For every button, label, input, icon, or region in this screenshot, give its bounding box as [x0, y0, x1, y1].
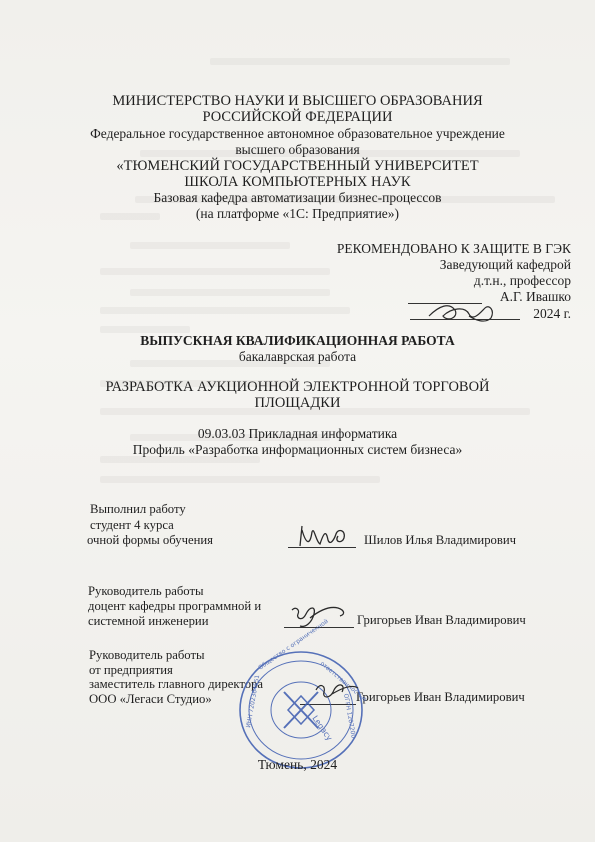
svg-text:ответственностью: ответственностью — [318, 660, 369, 704]
bleed-through-line — [130, 289, 330, 296]
company-supervisor-label-2: от предприятия — [89, 663, 173, 677]
bleed-through-line — [100, 326, 190, 333]
bleed-through-line — [100, 307, 350, 314]
company-stamp-icon — [236, 617, 369, 773]
svg-text:ОГРН 1207200: ОГРН 1207200 — [342, 693, 357, 739]
department-line-2: (на платформе «1С: Предприятие») — [195, 206, 400, 221]
academic-degree: д.т.н., профессор — [473, 273, 571, 288]
stamp-text: Legacy — [310, 713, 335, 743]
supervisor-name: Григорьев Иван Владимирович — [357, 613, 526, 627]
company-supervisor-label-3: заместитель главного директора — [89, 677, 264, 691]
bleed-through-line — [100, 268, 330, 275]
specialty-code: 09.03.03 Прикладная информатика — [197, 426, 398, 441]
work-title-line-2: ПЛОЩАДКИ — [254, 395, 341, 411]
company-supervisor-signature-icon — [312, 676, 362, 704]
author-label-1: Выполнил работу — [90, 502, 186, 516]
ministry-line-2: РОССИЙСКОЙ ФЕДЕРАЦИИ — [202, 109, 393, 125]
head-of-department: Заведующий кафедрой — [439, 257, 571, 272]
approval-year: 2024 г. — [533, 306, 571, 321]
head-signature-icon — [425, 298, 500, 326]
bleed-through-line — [100, 476, 380, 483]
department-line-1: Базовая кафедра автоматизации бизнес-процессов — [153, 190, 442, 205]
school-name: ШКОЛА КОМПЬЮТЕРНЫХ НАУК — [184, 174, 411, 190]
svg-text:ИНН 7202364551: ИНН 7202364551 — [245, 674, 262, 729]
recommended-heading: РЕКОМЕНДОВАНО К ЗАЩИТЕ В ГЭК — [336, 241, 571, 256]
ministry-line-1: МИНИСТЕРСТВО НАУКИ И ВЫСШЕГО ОБРАЗОВАНИЯ — [112, 93, 483, 109]
work-title-line-1: РАЗРАБОТКА АУКЦИОННОЙ ЭЛЕКТРОННОЙ ТОРГОВОЙ — [105, 379, 490, 395]
profile-name: Профиль «Разработка информационных систем бизнеса» — [132, 442, 463, 457]
supervisor-label-2: доцент кафедры программной и — [88, 599, 262, 613]
company-supervisor-label-1: Руководитель работы — [89, 648, 205, 662]
work-subtype: бакалаврская работа — [238, 349, 357, 364]
author-name: Шилов Илья Владимирович — [364, 533, 517, 547]
head-name: А.Г. Ивашко — [499, 289, 571, 304]
supervisor-label-1: Руководитель работы — [88, 584, 204, 598]
supervisor-label-3: системной инженерии — [88, 614, 209, 628]
work-type: ВЫПУСКНАЯ КВАЛИФИКАЦИОННАЯ РАБОТА — [140, 333, 455, 348]
company-supervisor-label-4: ООО «Легаси Студио» — [89, 692, 212, 706]
author-signature-icon — [294, 520, 354, 550]
university-name: «ТЮМЕНСКИЙ ГОСУДАРСТВЕННЫЙ УНИВЕРСИТЕТ — [116, 158, 479, 174]
city-year: Тюмень, 2024 — [257, 757, 338, 772]
institution-line-2: высшего образования — [235, 142, 360, 157]
bleed-through-line — [210, 58, 510, 65]
company-supervisor-name: Григорьев Иван Владимирович — [356, 690, 525, 704]
institution-line-1: Федеральное государственное автономное образовательное учреждение — [90, 126, 505, 141]
author-label-3: очной формы обучения — [87, 533, 214, 547]
bleed-through-line — [130, 242, 290, 249]
svg-text:Общество с ограниченной: Общество с ограниченной — [257, 617, 330, 672]
author-label-2: студент 4 курса — [90, 518, 174, 532]
